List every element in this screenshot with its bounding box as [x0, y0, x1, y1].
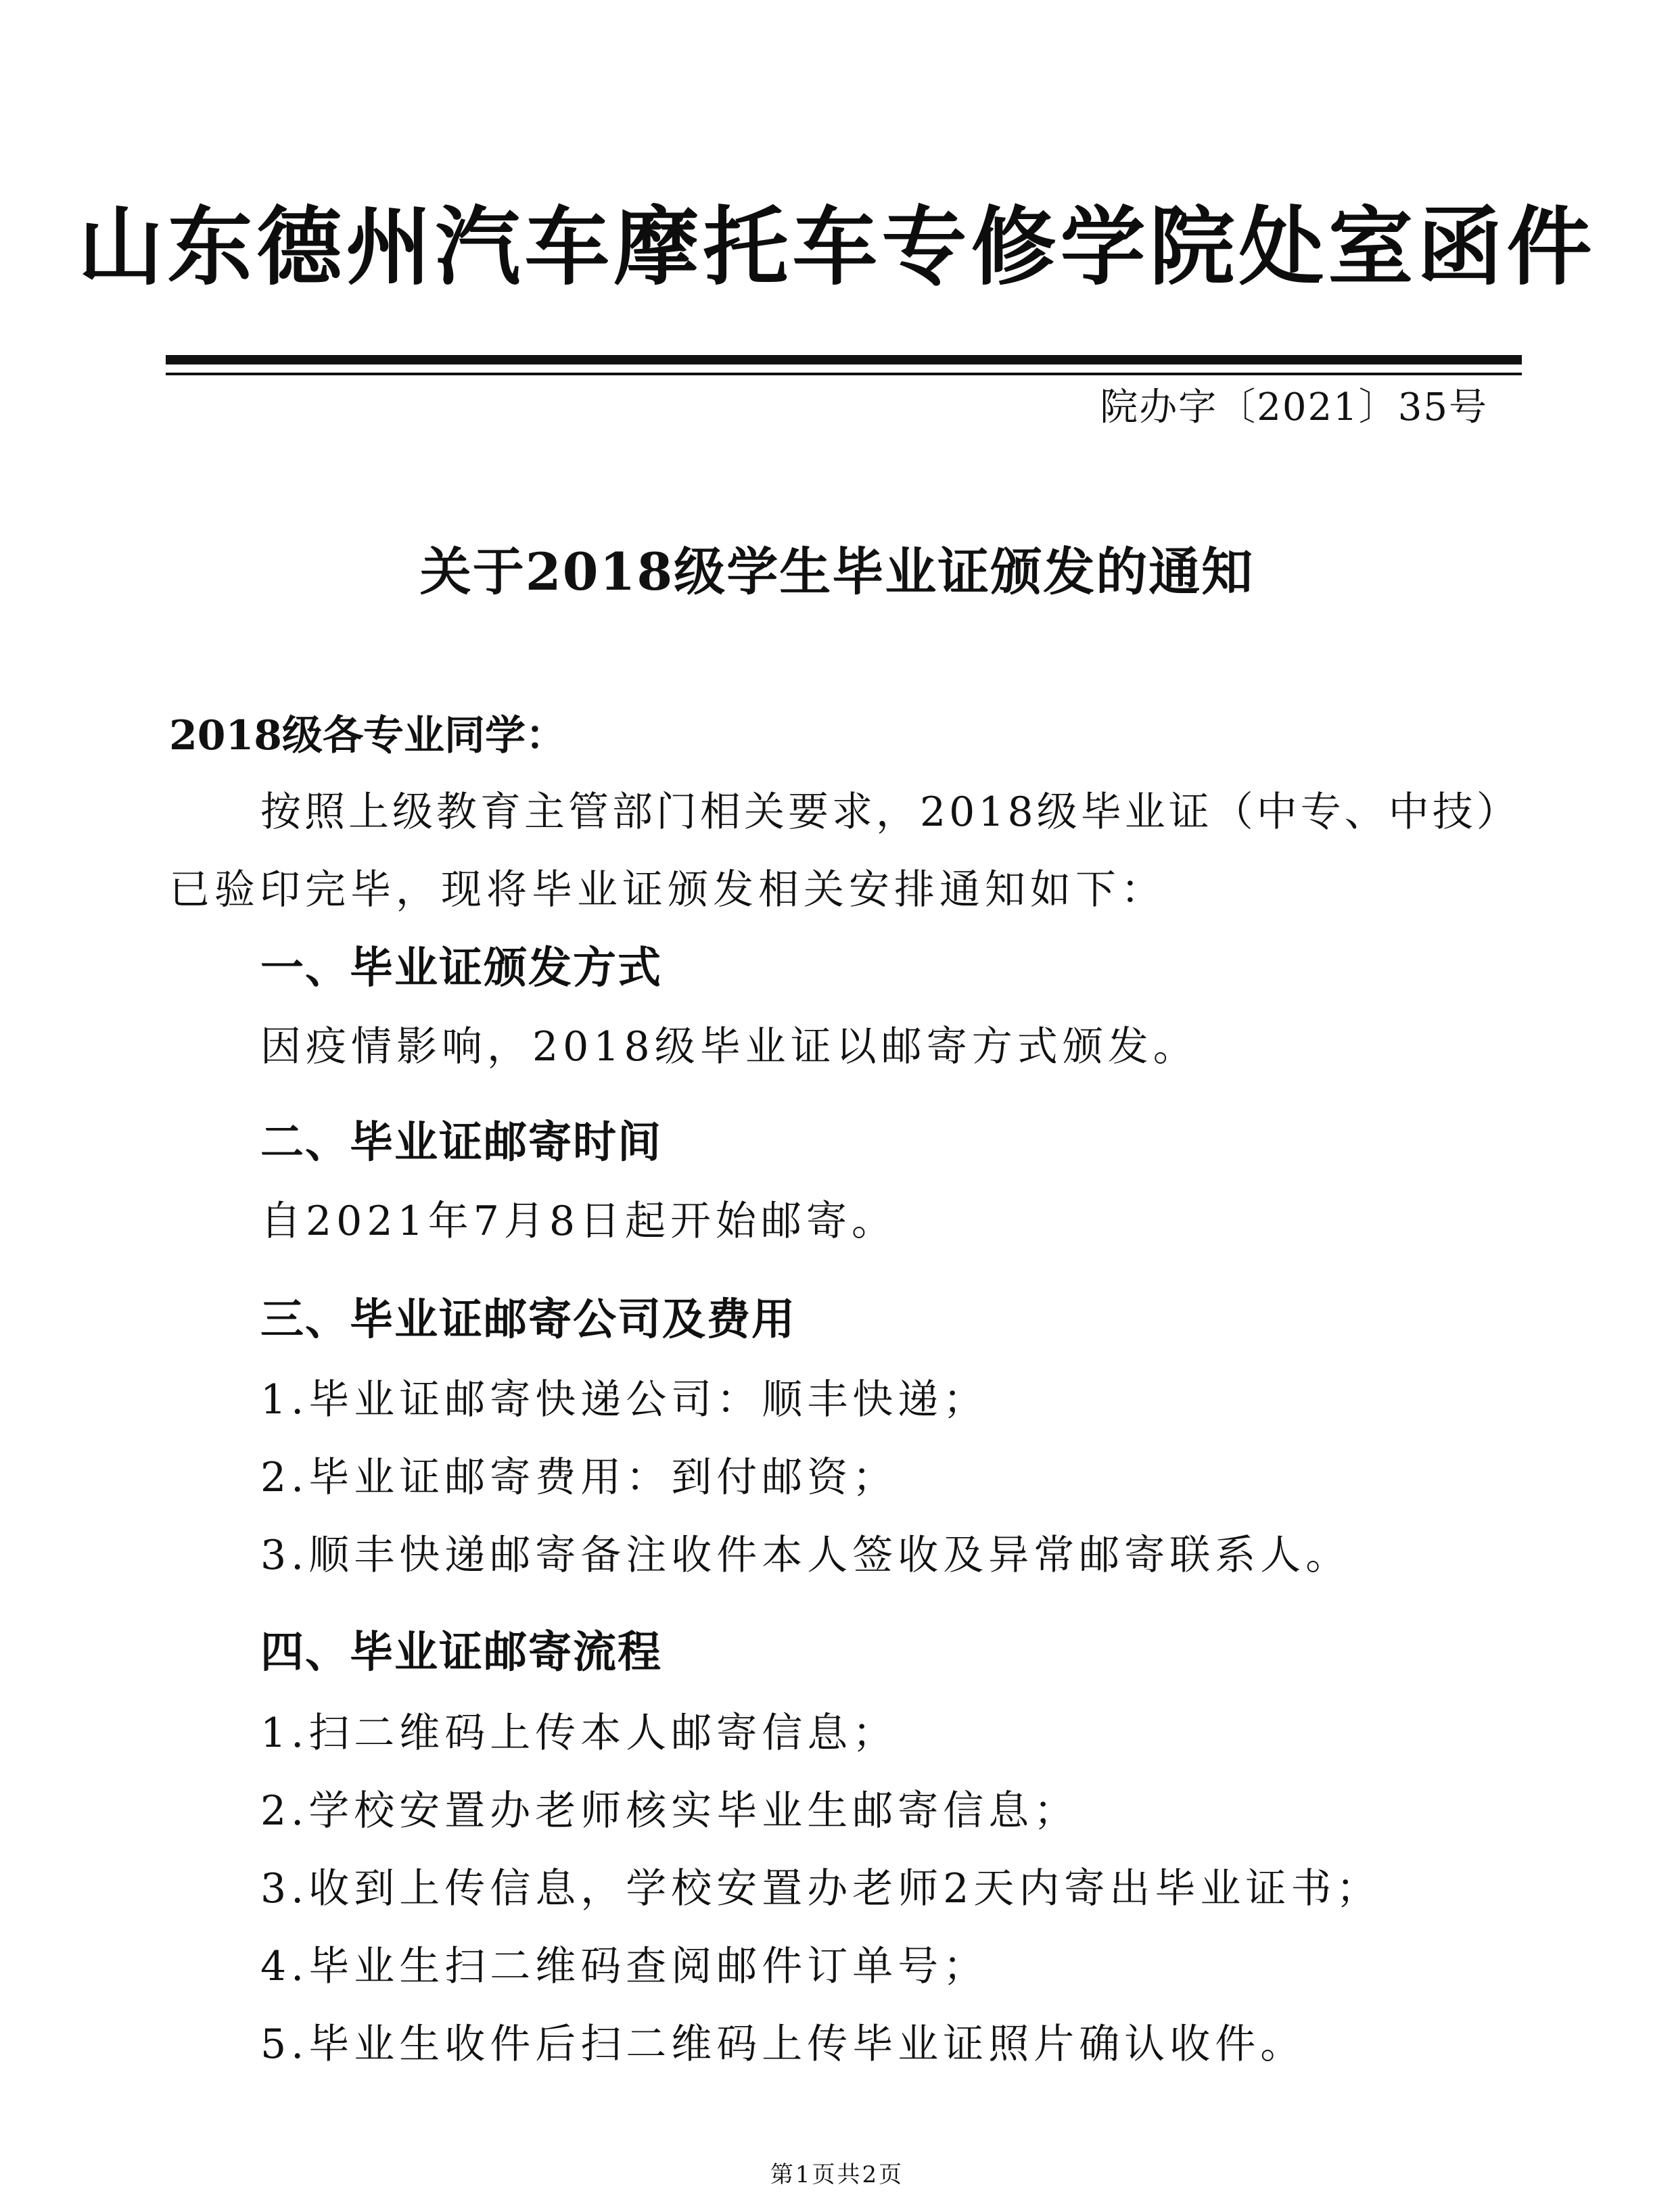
section-heading-4: 四、毕业证邮寄流程: [260, 1628, 662, 1678]
section-4-item-5: 5.毕业生收件后扫二维码上传毕业证照片确认收件。: [260, 2021, 1306, 2068]
section-4-item-4: 4.毕业生扫二维码查阅邮件订单号；: [260, 1943, 989, 1990]
section-3-item-1: 1.毕业证邮寄快递公司：顺丰快递；: [260, 1376, 989, 1423]
section-heading-2: 二、毕业证邮寄时间: [260, 1118, 662, 1168]
section-4-item-1: 1.扫二维码上传本人邮寄信息；: [260, 1710, 898, 1757]
section-3-item-2: 2.毕业证邮寄费用：到付邮资；: [260, 1454, 898, 1501]
section-4-item-3: 3.收到上传信息，学校安置办老师2天内寄出毕业证书；: [260, 1865, 1382, 1912]
letterhead-title: 山东德州汽车摩托车专修学院处室函件: [78, 197, 1596, 297]
intro-line-1: 按照上级教育主管部门相关要求，2018级毕业证（中专、中技）: [260, 789, 1520, 836]
section-2-item-1: 自2021年7月8日起开始邮寄。: [260, 1198, 898, 1245]
section-heading-3: 三、毕业证邮寄公司及费用: [260, 1295, 796, 1345]
intro-line-2: 已验印完毕，现将毕业证颁发相关安排通知如下：: [169, 866, 1166, 914]
section-4-item-2: 2.学校安置办老师核实毕业生邮寄信息；: [260, 1787, 1079, 1835]
section-1-item-1: 因疫情影响，2018级毕业证以邮寄方式颁发。: [260, 1023, 1199, 1070]
salutation: 2018级各专业同学：: [169, 712, 566, 759]
document-number: 院办字〔2021〕35号: [1100, 385, 1488, 429]
page-number: 第1页共2页: [770, 2161, 904, 2188]
letterhead-rule-thin: [166, 373, 1522, 375]
section-3-item-3: 3.顺丰快递邮寄备注收件本人签收及异常邮寄联系人。: [260, 1532, 1351, 1579]
section-heading-1: 一、毕业证颁发方式: [260, 943, 662, 993]
notice-title: 关于2018级学生毕业证颁发的通知: [419, 542, 1255, 602]
letterhead-rule-thick: [166, 355, 1522, 364]
